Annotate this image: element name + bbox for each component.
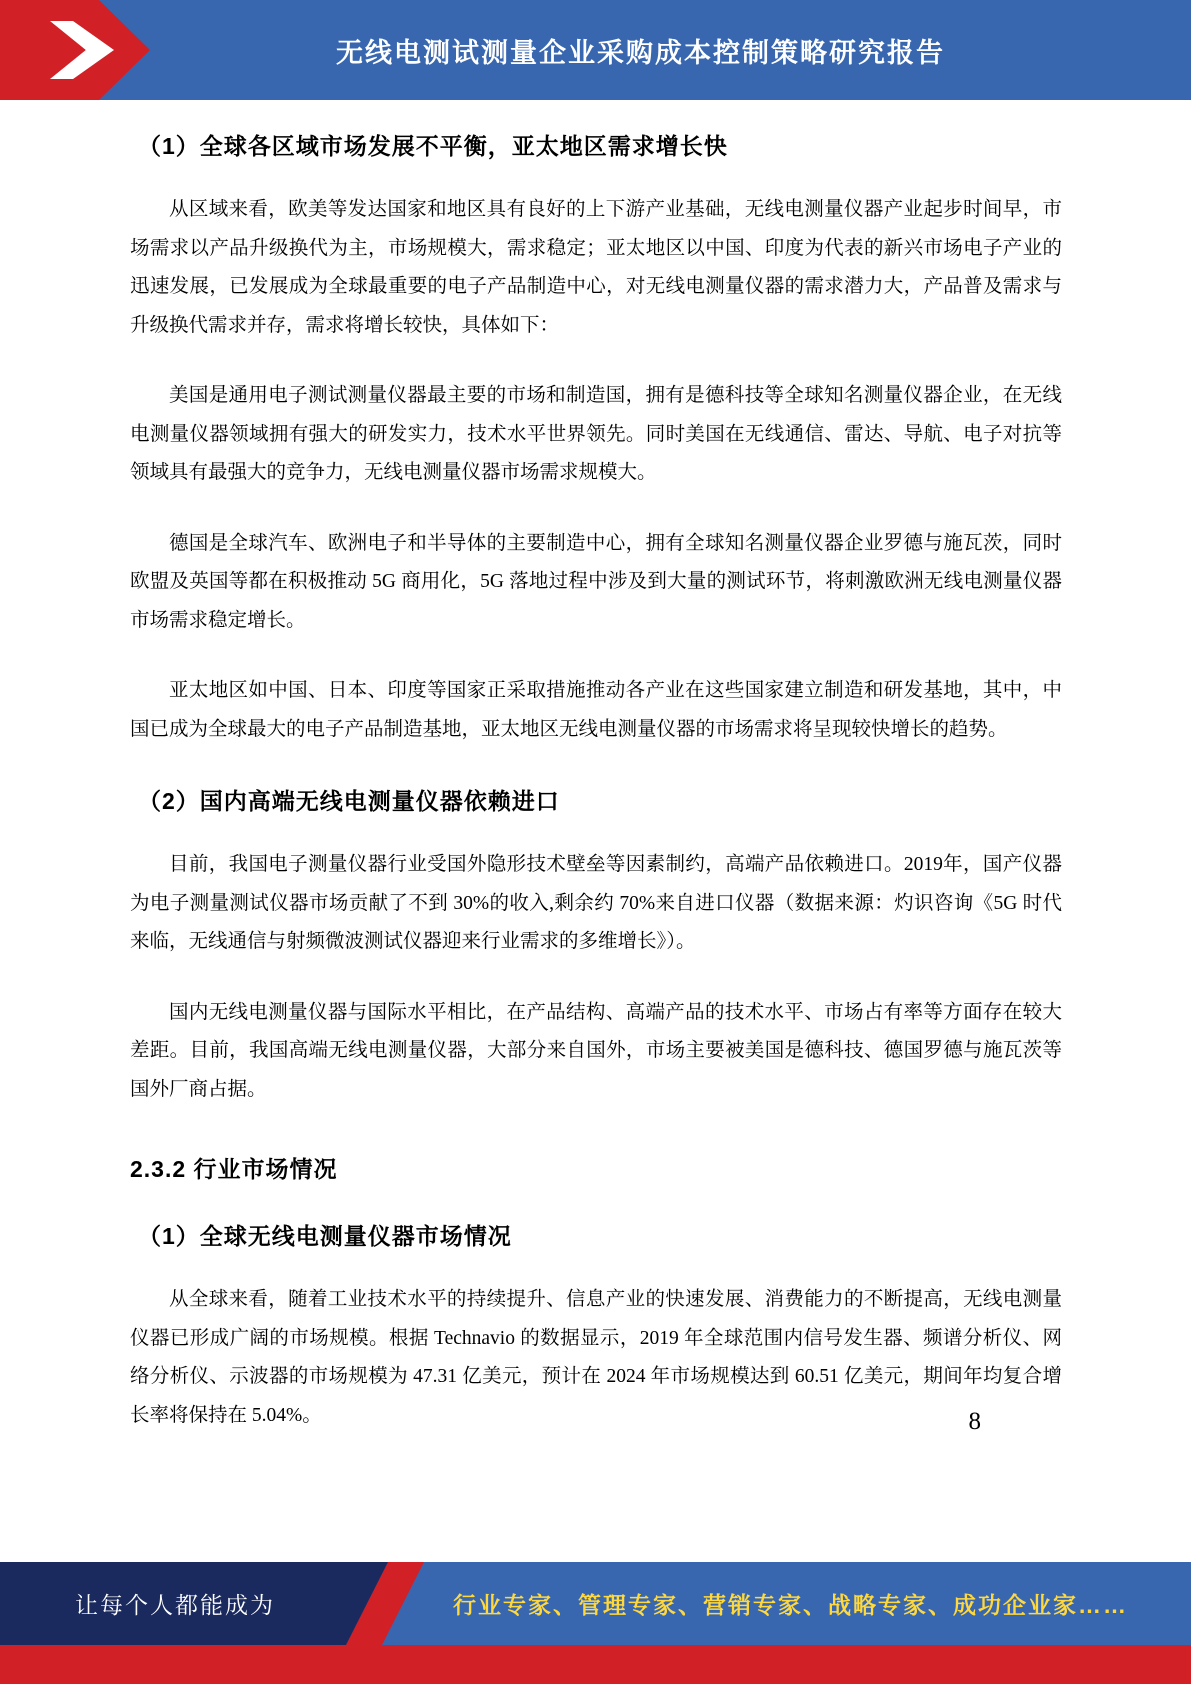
body-paragraph: 目前，我国电子测量仪器行业受国外隐形技术壁垒等因素制约，高端产品依赖进口。2019年，国产仪器为电子测量测试仪器市场贡献了不到 30%的收入,剩余约 70%来自进口仪器（数据来源：灼识咨询《5G 时代来临，无线通信与射频微波测试仪器迎来行业需求的多维增长》）。	[130, 854, 1062, 952]
footer-slogan-right: 行业专家、管理专家、营销专家、战略专家、成功企业家……	[453, 1592, 1128, 1618]
content-blocks	[130, 116, 1062, 1467]
body-paragraph: 美国是通用电子测试测量仪器最主要的市场和制造国，拥有是德科技等全球知名测量仪器企业，在无线电测量仪器领域拥有强大的研发实力，技术水平世界领先。同时美国在无线通信、雷达、导航、电子对抗等领域具有最强大的竞争力，无线电测量仪器市场需求规模大。	[130, 385, 1062, 483]
section-heading: 2.3.2 行业市场情况	[130, 1156, 338, 1182]
body-paragraph: 德国是全球汽车、欧洲电子和半导体的主要制造中心，拥有全球知名测量仪器企业罗德与施瓦茨，同时欧盟及英国等都在积极推动 5G 商用化，5G 落地过程中涉及到大量的测试环节，将刺激欧洲无线电测量仪器市场需求稳定增长。	[130, 532, 1062, 631]
header-red-flag	[0, 0, 150, 100]
section-heading: （2）国内高端无线电测量仪器依赖进口	[138, 788, 560, 814]
section-heading: （1）全球无线电测量仪器市场情况	[138, 1223, 512, 1249]
footer-band	[0, 1562, 1191, 1645]
body-paragraph: 亚太地区如中国、日本、印度等国家正采取措施推动各产业在这些国家建立制造和研发基地，其中，中国已成为全球最大的电子产品制造基地，亚太地区无线电测量仪器的市场需求将呈现较快增长的趋势。	[130, 680, 1062, 740]
report-header	[0, 0, 1191, 100]
body-paragraph: 从区域来看，欧美等发达国家和地区具有良好的上下游产业基础，无线电测量仪器产业起步时间早，市场需求以产品升级换代为主，市场规模大，需求稳定；亚太地区以中国、印度为代表的新兴市场电子产业的迅速发展，已发展成为全球最重要的电子产品制造中心，对无线电测量仪器的需求潜力大，产品普及需求与升级换代需求并存，需求将增长较快，具体如下：	[130, 199, 1062, 336]
header-title-wrap	[150, 0, 1131, 100]
report-title: 无线电测试测量企业采购成本控制策略研究报告	[336, 37, 945, 68]
section-heading: （1）全球各区域市场发展不平衡，亚太地区需求增长快	[138, 133, 728, 159]
body-paragraph: 国内无线电测量仪器与国际水平相比，在产品结构、高端产品的技术水平、市场占有率等方面存在较大差距。目前，我国高端无线电测量仪器，大部分来自国外，市场主要被美国是德科技、德国罗德与施瓦茨等国外厂商占据。	[130, 1001, 1062, 1100]
footer-slogan-left: 让每个人都能成为	[75, 1592, 275, 1618]
page-number: 8	[968, 1408, 981, 1435]
body-paragraph: 从全球来看，随着工业技术水平的持续提升、信息产业的快速发展、消费能力的不断提高，无线电测量仪器已形成广阔的市场规模。根据 Technavio 的数据显示，2019 年全球范围内信号发生器、频谱分析仪、网络分析仪、示波器的市场规模为 47.31 亿美元，预计在 2024 年市场规模达到 60.51 亿美元，期间年均复合增长率将保持在 5.04%。	[130, 1289, 1062, 1426]
footer-red-strip	[0, 1645, 1191, 1684]
